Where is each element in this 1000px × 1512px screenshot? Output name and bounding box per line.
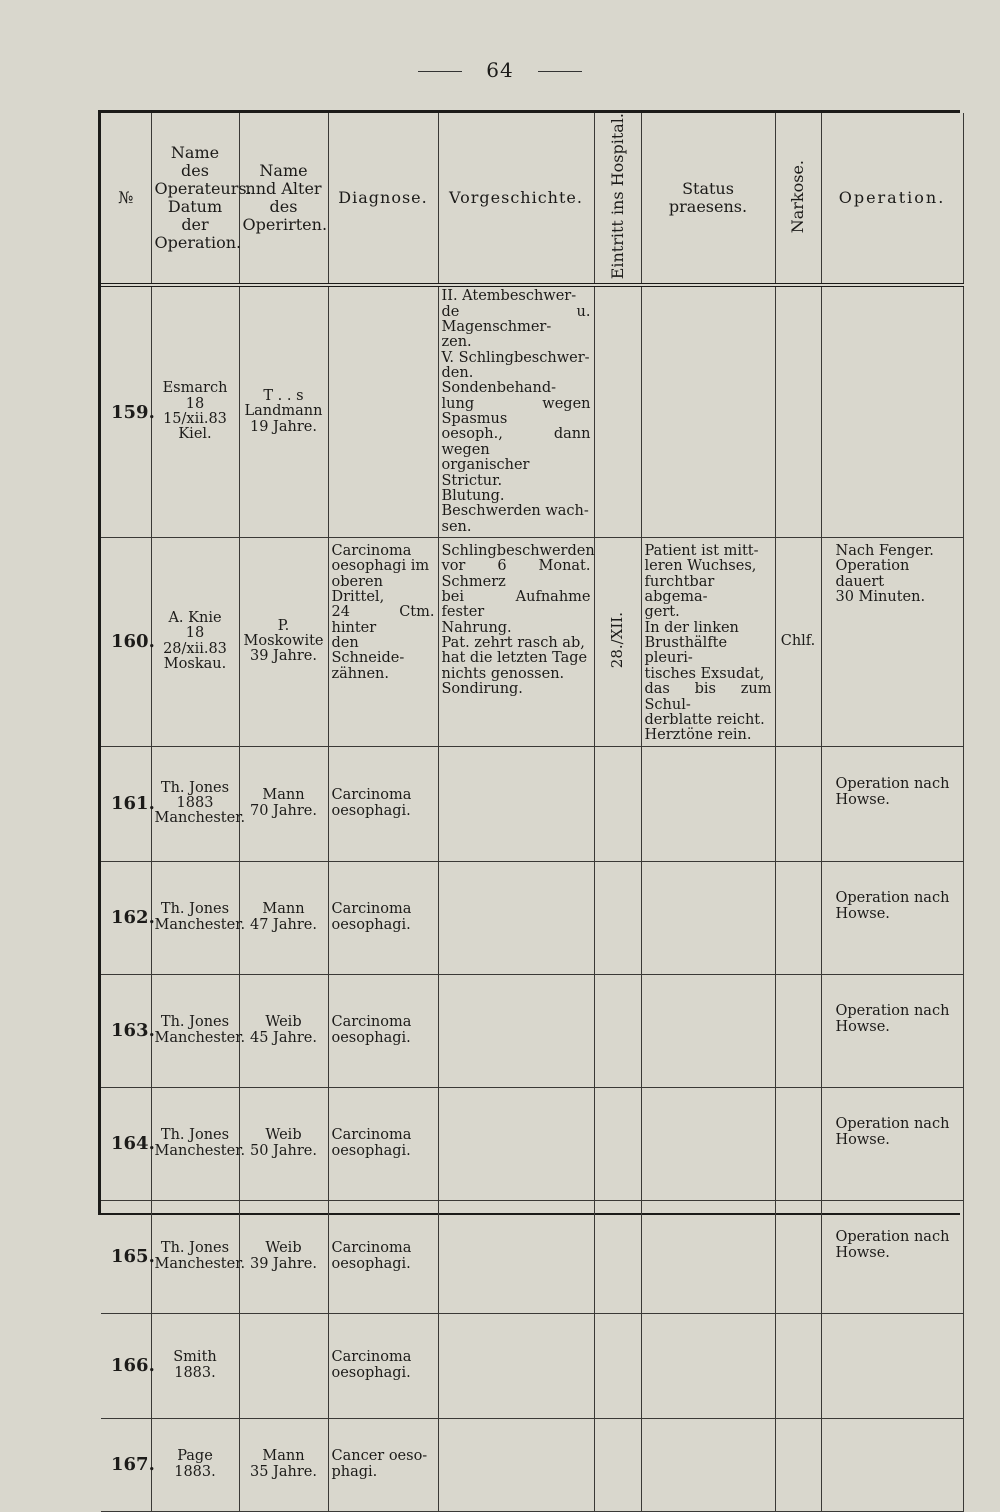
history-line: sen.	[441, 518, 472, 535]
diagnosis-cell	[328, 1418, 438, 1511]
diagnosis-line: Carcinoma	[331, 901, 412, 918]
operator-cell	[151, 974, 246, 1087]
header-row	[101, 113, 963, 285]
diagnosis-cell	[328, 1313, 438, 1418]
patient-cell	[239, 537, 328, 746]
operation-cell	[821, 861, 963, 974]
history-line: de u. Magenschmer-	[441, 303, 591, 335]
status-cell	[641, 537, 775, 746]
operator-line: Kiel.	[178, 426, 212, 443]
operation-cell	[821, 1313, 963, 1418]
case-table-grid	[101, 113, 964, 1512]
operator-cell	[151, 285, 239, 537]
status-cell	[641, 974, 775, 1087]
diagnosis-line: oesophagi.	[331, 1364, 411, 1381]
row-number: 162.	[101, 861, 151, 974]
diagnosis-line: Carcinoma	[331, 1014, 412, 1031]
diagnosis-cell	[328, 285, 438, 537]
diagnosis-line: oesophagi.	[331, 802, 411, 819]
status-line: In der linken	[644, 619, 739, 636]
patient-line: Weib	[265, 1014, 302, 1031]
operation-line: Nach Fenger.	[835, 542, 934, 559]
history-line: hat die letzten Tage	[441, 650, 588, 667]
status-cell	[641, 1313, 775, 1418]
operation-line: Howse.	[835, 1244, 890, 1261]
diagnosis-line: oberen Drittel,	[331, 573, 385, 606]
patient-line: Mann	[262, 1448, 305, 1465]
status-line: derblatte reicht.	[644, 711, 765, 728]
row-number: 163.	[101, 974, 151, 1087]
table-row	[101, 537, 963, 746]
operator-line: Esmarch	[162, 380, 228, 397]
operation-line: Operation nach	[835, 776, 950, 793]
operator-line: Th. Jones	[160, 1014, 230, 1031]
operator-line: Th. Jones	[160, 901, 230, 918]
operator-line: 1883.	[174, 1364, 216, 1381]
header-history: Vorgeschichte.	[438, 113, 594, 285]
history-line: Blutung.	[441, 487, 505, 504]
operator-line: Th. Jones	[160, 779, 230, 796]
diagnosis-line: Cancer oeso-	[331, 1448, 428, 1465]
status-line: Brusthälfte pleuri-	[644, 635, 728, 667]
operation-line: Operation nach	[835, 1003, 950, 1020]
header-nr: №	[101, 113, 151, 285]
operator-line: Smith	[173, 1349, 217, 1366]
patient-line: Landmann	[244, 403, 323, 420]
operator-line: 1883	[176, 794, 214, 811]
status-cell	[641, 1087, 775, 1200]
admission-cell	[594, 285, 641, 537]
table-row	[101, 974, 963, 1087]
operator-cell	[151, 1200, 246, 1313]
history-cell	[438, 285, 594, 537]
status-cell	[641, 1200, 775, 1313]
history-cell	[438, 1087, 594, 1200]
patient-cell	[239, 861, 328, 974]
history-line: Pat. zehrt rasch ab,	[441, 635, 585, 652]
page-number-text: 64	[486, 58, 514, 82]
admission-cell	[594, 1418, 641, 1511]
patient-cell	[239, 974, 328, 1087]
history-cell	[438, 1418, 594, 1511]
diagnosis-cell	[328, 1087, 438, 1200]
operation-line: Operation nach	[835, 890, 950, 907]
diagnosis-line: oesophagi im	[331, 558, 430, 575]
operator-line: Manchester.	[154, 1255, 246, 1272]
operation-cell	[821, 974, 963, 1087]
status-cell	[641, 285, 775, 537]
status-line: Patient ist mitt-	[644, 542, 759, 559]
operation-cell	[821, 1087, 963, 1200]
patient-line: Moskowite	[243, 633, 324, 650]
diagnosis-line: 24 Ctm. hinter	[331, 604, 435, 636]
diagnosis-line: oesophagi.	[331, 1255, 411, 1272]
status-cell	[641, 1418, 775, 1511]
patient-cell	[239, 1313, 328, 1418]
narcosis-cell: Chlf.	[775, 537, 821, 746]
history-line: organischer Strictur.	[441, 457, 530, 489]
operator-line: Manchester.	[154, 1029, 246, 1046]
operation-line: Operation nach	[835, 1229, 950, 1246]
admission-cell	[594, 861, 641, 974]
operator-cell	[151, 1313, 239, 1418]
patient-cell	[239, 285, 328, 537]
diagnosis-cell	[328, 1200, 438, 1313]
history-line: vor 6 Monat. Schmerz	[441, 558, 591, 590]
operation-line: 30 Minuten.	[835, 589, 926, 606]
header-diagnosis: Diagnose.	[328, 113, 438, 285]
diagnosis-line: Carcinoma	[331, 1349, 412, 1366]
diagnosis-cell	[328, 861, 438, 974]
header-operation: Operation.	[821, 113, 963, 285]
operation-line: Howse.	[835, 1018, 890, 1035]
diagnosis-line: zähnen.	[331, 665, 389, 682]
patient-line: 39 Jahre.	[250, 1255, 317, 1272]
row-number: 166.	[101, 1313, 151, 1418]
table-row	[101, 1313, 963, 1418]
status-line: tisches Exsudat,	[644, 665, 765, 682]
operator-line: Th. Jones	[160, 1127, 230, 1144]
row-number: 165.	[101, 1200, 151, 1313]
page-number-rule-left	[418, 71, 462, 72]
history-cell	[438, 1313, 594, 1418]
admission-cell	[594, 746, 641, 861]
diagnosis-line: Carcinoma	[331, 787, 412, 804]
history-line: den. Sondenbehand-	[441, 365, 557, 397]
diagnosis-line: Carcinoma	[331, 1127, 412, 1144]
operator-line: Page	[177, 1448, 213, 1465]
operator-cell	[151, 1087, 246, 1200]
history-cell	[438, 1200, 594, 1313]
operation-cell	[821, 746, 963, 861]
narcosis-cell	[775, 1087, 821, 1200]
admission-cell	[594, 1087, 641, 1200]
diagnosis-cell	[328, 537, 438, 746]
history-cell	[438, 537, 594, 746]
operation-line: Howse.	[835, 791, 890, 808]
header-status: Status praesens.	[641, 113, 775, 285]
page-number	[0, 58, 1000, 82]
diagnosis-line: den Schneide-	[331, 635, 405, 667]
admission-cell	[594, 537, 641, 746]
operator-cell	[151, 537, 239, 746]
operator-line: Manchester.	[154, 916, 246, 933]
patient-line: 70 Jahre.	[250, 802, 317, 819]
diagnosis-line: Carcinoma	[331, 542, 412, 559]
header-admission	[594, 113, 641, 285]
header-admission-text: Eintritt ins Hospital.	[607, 113, 627, 280]
table-row	[101, 746, 963, 861]
table-row	[101, 1087, 963, 1200]
history-cell	[438, 746, 594, 861]
patient-line: 19 Jahre.	[250, 418, 317, 435]
history-line: Schlingbeschwerden	[441, 542, 595, 559]
history-line: Beschwerden wach-	[441, 503, 589, 520]
admission-cell	[594, 1313, 641, 1418]
narcosis-cell	[775, 746, 821, 861]
history-line: V. Schlingbeschwer-	[441, 349, 590, 366]
header-patient: Name nnd Alter des Operirten.	[239, 113, 328, 285]
history-line: lung wegen Spasmus	[441, 395, 591, 428]
history-line: nichts genossen.	[441, 665, 565, 682]
operation-cell	[821, 1200, 963, 1313]
header-narcosis	[775, 113, 821, 285]
header-narcosis-text: Narkose.	[788, 159, 808, 233]
operator-line: Th. Jones	[160, 1240, 230, 1257]
diagnosis-line: Carcinoma	[331, 1240, 412, 1257]
row-number: 160.	[101, 537, 151, 746]
row-number: 164.	[101, 1087, 151, 1200]
patient-line: P.	[277, 617, 290, 634]
operator-cell	[151, 1418, 239, 1511]
status-line: leren Wuchses,	[644, 558, 757, 575]
status-line: das bis zum Schul-	[644, 681, 772, 713]
status-cell	[641, 861, 775, 974]
row-number: 159.	[101, 285, 151, 537]
admission-cell	[594, 974, 641, 1087]
operator-line: A. Knie	[168, 610, 222, 627]
narcosis-cell	[775, 861, 821, 974]
status-line: furchtbar abgema-	[644, 573, 715, 606]
operation-line: Operation nach	[835, 1116, 950, 1133]
patient-line: 50 Jahre.	[250, 1142, 317, 1159]
history-cell	[438, 861, 594, 974]
history-cell	[438, 974, 594, 1087]
status-cell	[641, 746, 775, 861]
status-line: gert.	[644, 604, 680, 621]
table-row	[101, 1200, 963, 1313]
history-line: II. Atembeschwer-	[441, 288, 577, 305]
operation-cell	[821, 285, 963, 537]
patient-line: Weib	[265, 1127, 302, 1144]
diagnosis-line: oesophagi.	[331, 1142, 411, 1159]
patient-line: 47 Jahre.	[250, 916, 317, 933]
case-rows	[101, 285, 963, 1511]
admission-date: 28./XII.	[607, 611, 626, 668]
diagnosis-cell	[328, 746, 438, 861]
table-row	[101, 861, 963, 974]
history-line: oesoph., dann wegen	[441, 426, 591, 458]
diagnosis-cell	[328, 974, 438, 1087]
patient-cell	[239, 1087, 328, 1200]
diagnosis-line: oesophagi.	[331, 916, 411, 933]
operator-line: Manchester.	[154, 1142, 246, 1159]
operation-cell	[821, 537, 963, 746]
patient-line: Mann	[262, 901, 305, 918]
patient-line: 35 Jahre.	[250, 1463, 317, 1480]
operation-line: Howse.	[835, 905, 890, 922]
operator-line: 18 28/xii.83	[163, 625, 227, 657]
row-number: 161.	[101, 746, 151, 861]
operation-cell	[821, 1418, 963, 1511]
operator-line: Manchester.	[154, 810, 246, 827]
table-row	[101, 1418, 963, 1511]
operator-cell	[151, 746, 246, 861]
patient-cell	[239, 1200, 328, 1313]
row-number: 167.	[101, 1418, 151, 1511]
case-table	[98, 110, 960, 1480]
patient-line: 45 Jahre.	[250, 1029, 317, 1046]
narcosis-cell	[775, 285, 821, 537]
narcosis-cell	[775, 1313, 821, 1418]
patient-cell	[239, 1418, 328, 1511]
operation-line: Operation dauert	[835, 558, 910, 590]
patient-line: T . . s	[263, 388, 304, 405]
patient-line: 39 Jahre.	[250, 648, 317, 665]
patient-line: Weib	[265, 1240, 302, 1257]
operator-line: 18 15/xii.83	[163, 395, 227, 428]
header-operator: Name des Operateurs. Datum der Operation.	[151, 113, 239, 285]
diagnosis-line: oesophagi.	[331, 1029, 411, 1046]
narcosis-cell	[775, 1418, 821, 1511]
narcosis-cell	[775, 1200, 821, 1313]
table-row	[101, 285, 963, 537]
status-line: Herztöne rein.	[644, 727, 752, 744]
history-line: zen.	[441, 334, 472, 351]
narcosis-cell	[775, 974, 821, 1087]
history-line: Sondirung.	[441, 681, 523, 698]
operator-line: 1883.	[174, 1463, 216, 1480]
history-line: Nahrung.	[441, 619, 512, 636]
operator-cell	[151, 861, 246, 974]
operator-line: Moskau.	[163, 656, 227, 673]
operation-line: Howse.	[835, 1131, 890, 1148]
patient-cell	[239, 746, 328, 861]
page-number-rule-right	[538, 71, 582, 72]
history-line: bei Aufnahme fester	[441, 589, 591, 621]
admission-cell	[594, 1200, 641, 1313]
patient-line: Mann	[262, 787, 305, 804]
diagnosis-line: phagi.	[331, 1463, 378, 1480]
